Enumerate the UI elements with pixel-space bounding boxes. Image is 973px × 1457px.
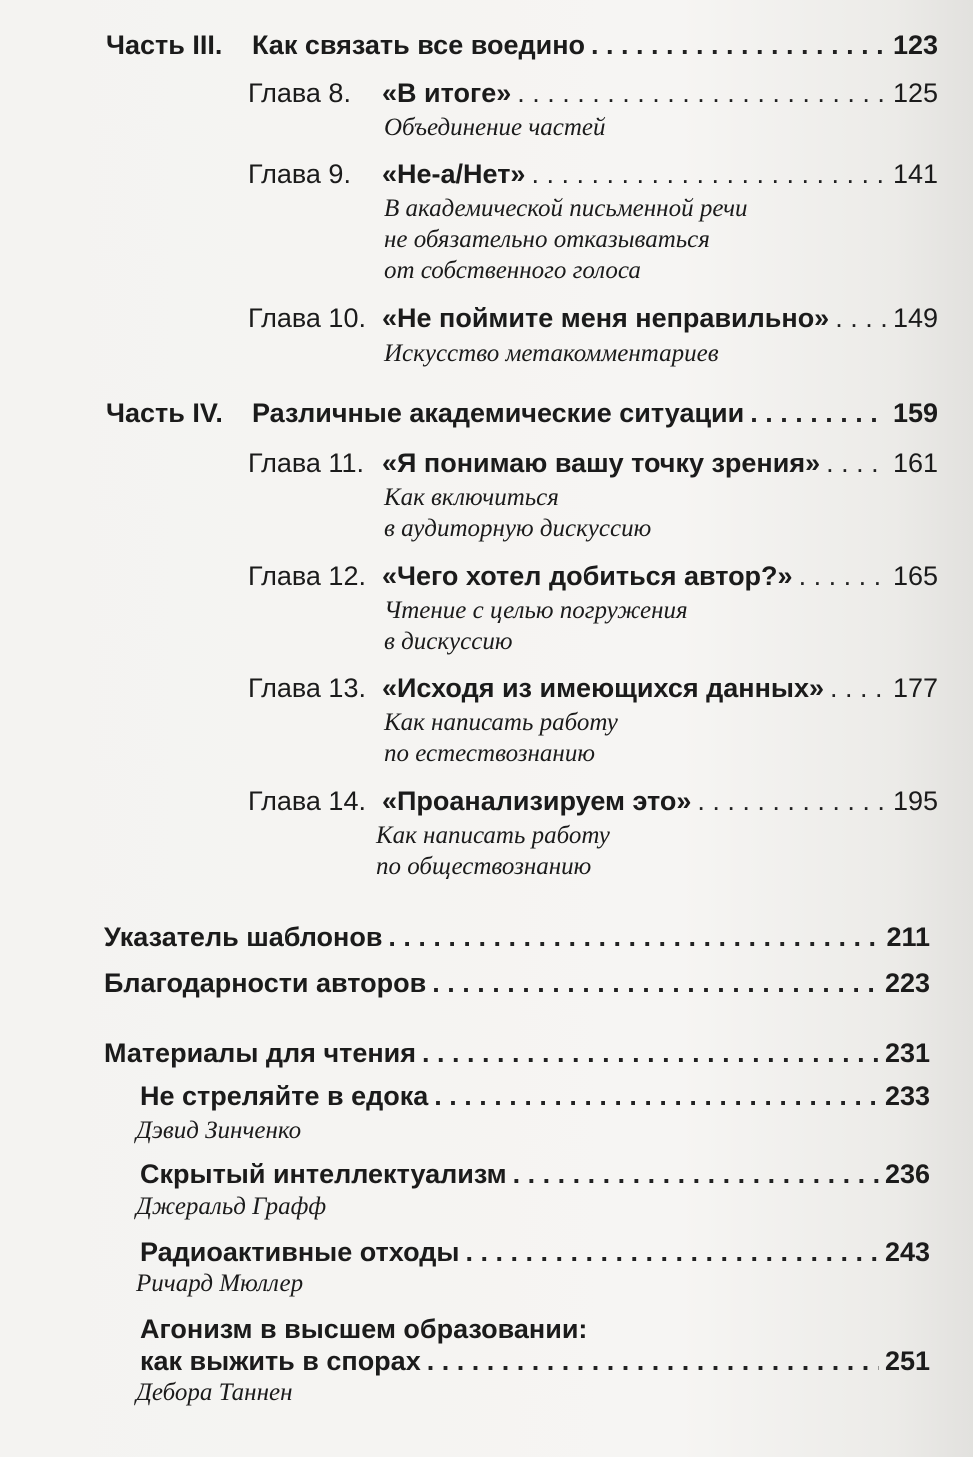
toc-reading-2[interactable]: [140, 1157, 930, 1191]
leader-dots: [513, 1157, 879, 1191]
chapter-subtitle: В академической письменной речи: [384, 195, 748, 222]
chapter-subtitle: по естествознанию: [384, 740, 595, 767]
chapter-subtitle: в дискуссию: [384, 628, 513, 655]
page-number: 211: [886, 922, 930, 952]
page-number: 141: [892, 159, 938, 189]
leader-dots: [591, 28, 887, 62]
leader-dots: [434, 1079, 879, 1113]
toc-section-readings[interactable]: [104, 1036, 930, 1070]
toc-section-templates-index[interactable]: [104, 920, 930, 954]
chapter-prefix: Глава 13.: [248, 673, 366, 703]
page-number: 149: [892, 303, 938, 333]
page-number: 177: [892, 673, 938, 703]
chapter-subtitle: Искусство метакомментариев: [384, 340, 719, 367]
leader-dots: [830, 671, 887, 705]
chapter-title: «Не поймите меня неправильно»: [382, 303, 830, 333]
leader-dots: [465, 1235, 878, 1269]
reading-author: Ричард Мюллер: [136, 1270, 304, 1297]
page-number: 195: [892, 786, 938, 816]
page-number: 125: [892, 78, 938, 108]
page-number: 231: [884, 1038, 930, 1068]
page-number: 251: [884, 1346, 930, 1376]
reading-author: Джеральд Графф: [136, 1193, 327, 1220]
leader-dots: [750, 396, 887, 430]
part-prefix: Часть III.: [106, 30, 223, 60]
chapter-title: «В итоге»: [382, 78, 512, 108]
page-number: 233: [884, 1081, 930, 1111]
toc-part-3[interactable]: [106, 28, 938, 62]
reading-title: Агонизм в высшем образовании:: [140, 1314, 588, 1344]
chapter-prefix: Глава 8.: [248, 78, 351, 108]
section-title: Благодарности авторов: [104, 968, 427, 998]
leader-dots: [427, 1344, 879, 1378]
leader-dots: [422, 1036, 879, 1070]
reading-title: Скрытый интеллектуализм: [140, 1159, 507, 1189]
chapter-subtitle: в аудиторную дискуссию: [384, 515, 652, 542]
section-title: Материалы для чтения: [104, 1038, 417, 1068]
reading-title-continued: как выжить в спорах: [140, 1346, 421, 1376]
page-number: 123: [892, 30, 938, 60]
toc-reading-3[interactable]: [140, 1235, 930, 1269]
part-title: Различные академические ситуации: [252, 398, 745, 428]
page-number: 161: [892, 448, 938, 478]
part-prefix: Часть IV.: [106, 398, 223, 428]
toc-reading-4-line-2[interactable]: [140, 1344, 930, 1378]
chapter-prefix: Глава 10.: [248, 303, 366, 333]
toc-section-acknowledgements[interactable]: [104, 966, 930, 1000]
chapter-title: «Я понимаю вашу точку зрения»: [382, 448, 821, 478]
page-number: 165: [892, 561, 938, 591]
leader-dots: [697, 784, 887, 818]
toc-chapter-11[interactable]: [248, 446, 938, 480]
reading-author: Дэвид Зинченко: [136, 1117, 302, 1144]
toc-reading-4-line-1[interactable]: [140, 1312, 930, 1346]
page-number: 236: [884, 1159, 930, 1189]
toc-chapter-13[interactable]: [248, 671, 938, 705]
toc-reading-1[interactable]: [140, 1079, 930, 1113]
toc-chapter-12[interactable]: [248, 559, 938, 593]
chapter-title: «Чего хотел добиться автор?»: [382, 561, 793, 591]
chapter-title: «Проанализируем это»: [382, 786, 692, 816]
reading-title: Не стреляйте в едока: [140, 1081, 429, 1111]
chapter-subtitle: Объединение частей: [384, 114, 606, 141]
leader-dots: [432, 966, 879, 1000]
toc-part-4[interactable]: [106, 396, 938, 430]
reading-author: Дебора Таннен: [136, 1379, 293, 1406]
chapter-prefix: Глава 11.: [248, 448, 364, 478]
chapter-prefix: Глава 14.: [248, 786, 366, 816]
chapter-subtitle: по обществознанию: [376, 853, 592, 880]
leader-dots: [517, 76, 887, 110]
leader-dots: [835, 301, 887, 335]
page-number: 223: [884, 968, 930, 998]
leader-dots: [826, 446, 887, 480]
chapter-subtitle: Чтение с целью погружения: [384, 597, 688, 624]
part-title: Как связать все воедино: [252, 30, 586, 60]
chapter-title: «Не-а/Нет»: [382, 159, 526, 189]
page-number: 159: [892, 398, 938, 428]
section-title: Указатель шаблонов: [104, 922, 383, 952]
reading-title: Радиоактивные отходы: [140, 1237, 460, 1267]
chapter-prefix: Глава 9.: [248, 159, 351, 189]
chapter-prefix: Глава 12.: [248, 561, 366, 591]
chapter-subtitle: Как написать работу: [376, 822, 610, 849]
toc-chapter-10[interactable]: [248, 301, 938, 335]
toc-chapter-14[interactable]: [248, 784, 938, 818]
chapter-subtitle: Как написать работу: [384, 709, 618, 736]
toc-chapter-9[interactable]: [248, 157, 938, 191]
chapter-title: «Исходя из имеющихся данных»: [382, 673, 824, 703]
leader-dots: [799, 559, 887, 593]
page-number: 243: [884, 1237, 930, 1267]
chapter-subtitle: не обязательно отказываться: [384, 226, 710, 253]
chapter-subtitle: Как включиться: [384, 484, 559, 511]
leader-dots: [531, 157, 887, 191]
chapter-subtitle: от собственного голоса: [384, 257, 641, 284]
toc-chapter-8[interactable]: [248, 76, 938, 110]
leader-dots: [388, 920, 880, 954]
